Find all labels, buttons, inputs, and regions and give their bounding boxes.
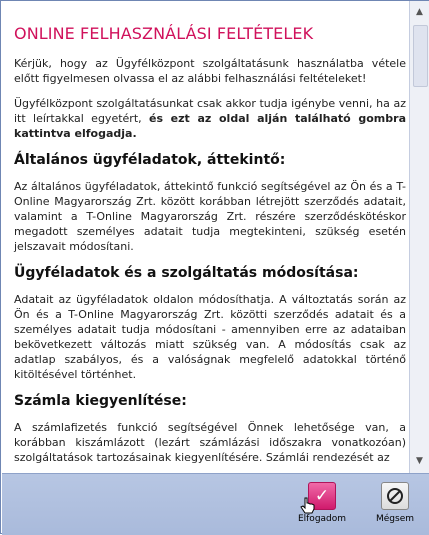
- terms-content: [14, 18, 406, 475]
- intro-paragraph-2: [14, 96, 406, 141]
- cancel-button[interactable]: [370, 482, 420, 525]
- section-body-general: Az általános ügyféladatok, áttekintő funkció segítségével az Ön és a T-Online Magyarország Zrt. között korábban létrejött szerződés adatait, valamint a T-Online Magyarország Zrt. részére szerződéskötéskor megadott személyes adatait tudja megtekinteni, szükség esetén jelszavait módosítani.: [14, 180, 406, 253]
- section-heading-billing: Számla kiegyenlítése:: [14, 393, 187, 409]
- intro-text: Ügyfélközpont szolgáltatásunkat csak akkor tudja igénybe venni, ha az itt leírtakkal egyetért,: [14, 97, 406, 125]
- intro-paragraph-1: Kérjük, hogy az Ügyfélközpont szolgáltatásunk használatba vétele előtt figyelmesen olvassa el az alábbi felhasználási feltételeket!: [14, 57, 406, 85]
- no-entry-icon[interactable]: [381, 482, 409, 510]
- page-title: ONLINE FELHASZNÁLÁSI FELTÉTELEK: [14, 24, 314, 43]
- section-heading-general: Általános ügyféladatok, áttekintő:: [14, 152, 286, 168]
- cancel-label: Mégsem: [375, 514, 414, 524]
- section-body-billing: A számlafizetés funkció segítségével Önnek lehetősége van, a korábban kiszámlázott (lezárt számlázási időszakra vonatkozóan) szolgáltatások tartozásainak kiegyenlítésére. Számlái rendezését az: [14, 421, 406, 464]
- section-heading-modify: Ügyféladatok és a szolgáltatás módosítása:: [14, 265, 359, 281]
- scroll-up-arrow-icon[interactable]: ▲: [416, 6, 423, 17]
- hand-cursor-icon: [300, 497, 316, 517]
- scrollbar-thumb[interactable]: [413, 25, 428, 87]
- button-bar: [2, 473, 429, 535]
- intro-bold-text: és ezt az oldal alján található gombra kattintva elfogadja.: [14, 112, 406, 140]
- vertical-scrollbar[interactable]: [409, 1, 429, 473]
- accept-label: Elfogadom: [297, 514, 347, 524]
- section-body-modify: Adatait az ügyféladatok oldalon módosíthatja. A változtatás során az Ön és a T-Online Magyarország Zrt. közötti szerződés adatait és a személyes adatait tudja módosítani - amennyiben erre az adataiban bekövetkezett változás miatt szükség van. A módosítás csak az adatlap szabályos, és a valóságnak megfelelő adatokkal történő kitöltésével történhet.: [14, 293, 406, 381]
- scroll-down-arrow-icon[interactable]: ▼: [416, 455, 423, 466]
- checkmark-icon[interactable]: ✓: [308, 482, 336, 510]
